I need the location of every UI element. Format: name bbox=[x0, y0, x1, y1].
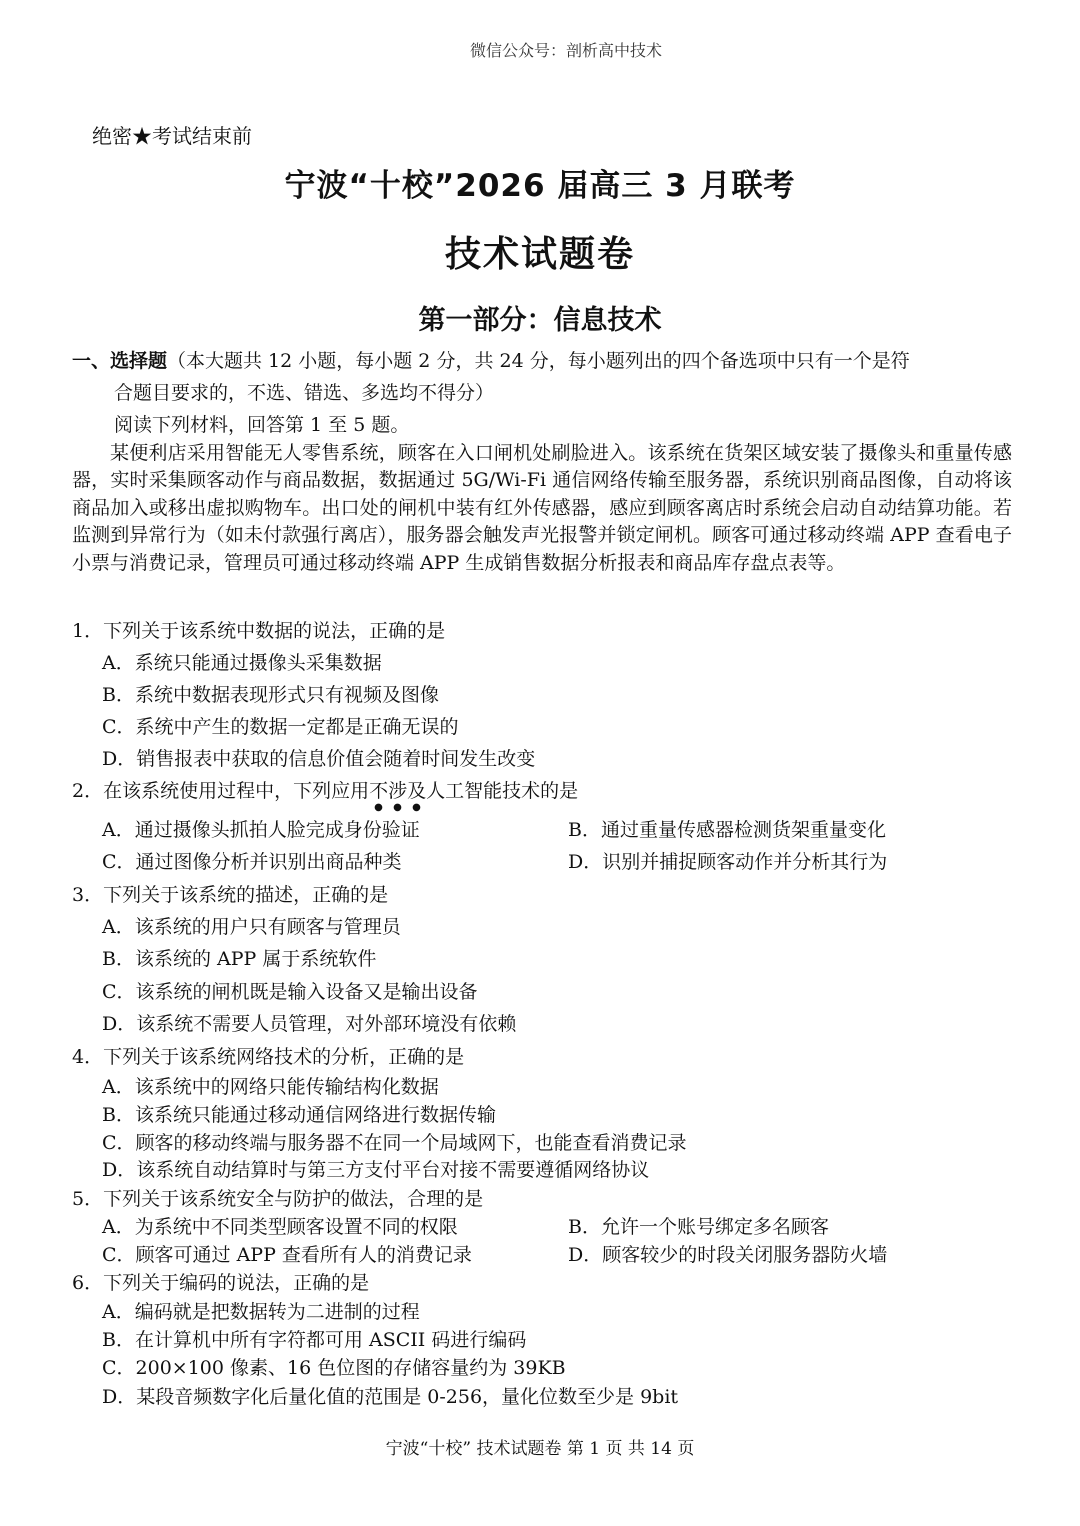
question-2-stem-post: 人工智能技术的是 bbox=[426, 780, 579, 802]
question-1-stem: 1．下列关于该系统中数据的说法，正确的是 bbox=[72, 620, 446, 642]
question-1-option-b: B．系统中数据表现形式只有视频及图像 bbox=[102, 684, 439, 706]
question-2-option-d: D．识别并捕捉顾客动作并分析其行为 bbox=[568, 851, 888, 873]
question-5-option-d: D．顾客较少的时段关闭服务器防火墙 bbox=[568, 1244, 888, 1266]
section-heading bbox=[72, 346, 910, 373]
question-2-stem bbox=[72, 776, 579, 813]
question-3-option-d: D．该系统不需要人员管理，对外部环境没有依赖 bbox=[102, 1013, 517, 1035]
question-5-option-b: B．允许一个账号绑定多名顾客 bbox=[568, 1216, 829, 1238]
question-4-option-a: A．该系统中的网络只能传输结构化数据 bbox=[102, 1076, 439, 1098]
question-3-option-a: A．该系统的用户只有顾客与管理员 bbox=[102, 916, 401, 938]
question-3-stem: 3．下列关于该系统的描述，正确的是 bbox=[72, 884, 389, 906]
page-footer: 宁波“十校” 技术试题卷 第 1 页 共 14 页 bbox=[385, 1439, 695, 1459]
question-5-option-a: A．为系统中不同类型顾客设置不同的权限 bbox=[102, 1216, 458, 1238]
question-1-option-c: C．系统中产生的数据一定都是正确无误的 bbox=[102, 716, 459, 738]
question-5-stem: 5．下列关于该系统安全与防护的做法，合理的是 bbox=[72, 1188, 484, 1210]
question-4-option-c: C．顾客的移动终端与服务器不在同一个局域网下，也能查看消费记录 bbox=[102, 1132, 687, 1154]
question-3-option-b: B．该系统的 APP 属于系统软件 bbox=[102, 948, 377, 970]
watermark: 微信公众号：剖析高中技术 bbox=[470, 41, 663, 60]
question-6-option-a: A．编码就是把数据转为二进制的过程 bbox=[102, 1301, 420, 1323]
secrecy-label: 绝密★考试结束前 bbox=[92, 124, 252, 148]
emphasis-dot: ● bbox=[374, 802, 383, 813]
part-heading: 第一部分：信息技术 bbox=[418, 305, 662, 336]
question-6-option-d: D．某段音频数字化后量化值的范围是 0-256，量化位数至少是 9bit bbox=[102, 1386, 679, 1408]
question-6-stem: 6．下列关于编码的说法，正确的是 bbox=[72, 1272, 370, 1294]
question-5-option-c: C．顾客可通过 APP 查看所有人的消费记录 bbox=[102, 1244, 472, 1266]
question-3-option-c: C．该系统的闸机既是输入设备又是输出设备 bbox=[102, 981, 478, 1003]
material-paragraph: 某便利店采用智能无人零售系统，顾客在入口闸机处刷脸进入。该系统在货架区域安装了摄像头和重量传感器，实时采集顾客动作与商品数据，数据通过 5G/Wi-Fi 通信网络传输至服务器，系统识别商品图像，自动将该商品加入或移出虚拟购物车。出口处的闸机中装有红外传感器，感应到顾客离店时系统会启动自动结算功能。若监测到异常行为（如未付款强行离店），服务器会触发声光报警并锁定闸机。顾客可通过移动终端 APP 查看电子小票与消费记录，管理员可通过移动终端 APP 生成销售数据分析报表和商品库存盘点表等。 bbox=[72, 442, 1012, 574]
question-4-stem: 4．下列关于该系统网络技术的分析，正确的是 bbox=[72, 1046, 465, 1068]
emphasis-dot: ● bbox=[412, 802, 421, 813]
question-1-option-a: A．系统只能通过摄像头采集数据 bbox=[102, 652, 382, 674]
question-1-option-d: D．销售报表中获取的信息价值会随着时间发生改变 bbox=[102, 748, 536, 770]
exam-title: 宁波“十校”2026 届高三 3 月联考 bbox=[284, 168, 796, 204]
question-4-option-b: B．该系统只能通过移动通信网络进行数据传输 bbox=[102, 1104, 496, 1126]
question-2-option-c: C．通过图像分析并识别出商品种类 bbox=[102, 851, 402, 873]
section-instruction: （本大题共 12 小题，每小题 2 分，共 24 分，每小题列出的四个备选项中只有一个是符 bbox=[167, 350, 910, 372]
emphasis-dot: ● bbox=[393, 802, 402, 813]
section-label: 一、选择题 bbox=[72, 350, 168, 372]
question-4-option-d: D．该系统自动结算时与第三方支付平台对接不需要遵循网络协议 bbox=[102, 1159, 650, 1181]
emphasis-not-involved bbox=[369, 780, 427, 813]
question-6-option-c: C．200×100 像素、16 色位图的存储容量约为 39KB bbox=[102, 1357, 566, 1379]
question-2-stem-pre: 2．在该系统使用过程中，下列应用 bbox=[72, 780, 370, 802]
question-2-option-a: A．通过摄像头抓拍人脸完成身份验证 bbox=[102, 819, 420, 841]
question-2-option-b: B．通过重量传感器检测货架重量变化 bbox=[568, 819, 886, 841]
emphasis-text: 不涉及 bbox=[369, 780, 427, 802]
section-instruction-cont: 合题目要求的，不选、错选、多选均不得分） bbox=[114, 382, 495, 404]
paper-subtitle: 技术试题卷 bbox=[444, 234, 635, 275]
read-prompt: 阅读下列材料，回答第 1 至 5 题。 bbox=[114, 414, 410, 436]
question-6-option-b: B．在计算机中所有字符都可用 ASCII 码进行编码 bbox=[102, 1329, 527, 1351]
